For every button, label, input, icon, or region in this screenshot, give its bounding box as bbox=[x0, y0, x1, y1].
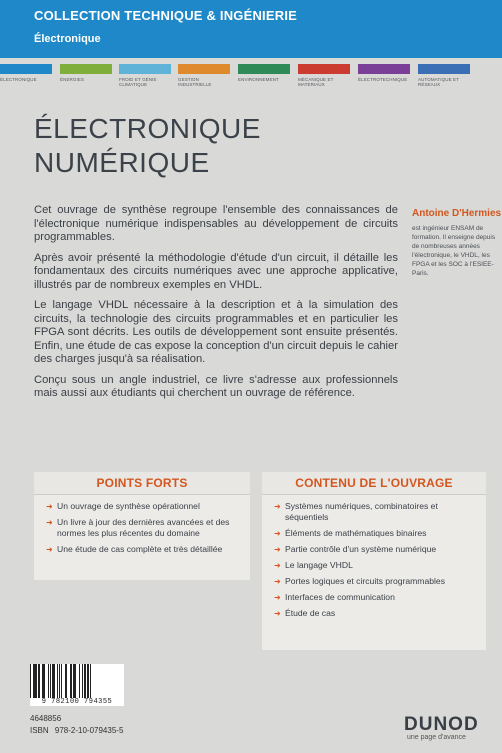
category-color-bar bbox=[238, 64, 290, 74]
points-forts-list bbox=[34, 495, 250, 555]
category-environnement bbox=[238, 64, 290, 82]
description-paragraph-4: Conçu sous un angle industriel, ce livre s'adresse aux professionnels mais aussi aux étudiants qui cherchent un ouvrage de référence. bbox=[34, 373, 398, 399]
category-color-bar bbox=[60, 64, 112, 74]
category-color-bar bbox=[358, 64, 410, 74]
category-strip bbox=[0, 64, 502, 100]
category-label: FROID ET GÉNIE CLIMATIQUE bbox=[119, 77, 157, 87]
list-item: ➜ Éléments de mathématiques binaires bbox=[274, 528, 427, 538]
author-bio: est ingénieur ENSAM de formation. Il enseigne depuis de nombreuses années l'électronique, le VHDL, les FPGA et les SOC à l'ESIEE-Paris. bbox=[412, 225, 496, 277]
category-label: ENVIRONNEMENT bbox=[238, 77, 279, 82]
category-label: ÉLECTRONIQUE bbox=[0, 77, 37, 82]
category-color-bar bbox=[119, 64, 171, 74]
category-electronique bbox=[0, 64, 52, 82]
contenu-heading: CONTENU DE L'OUVRAGE bbox=[262, 472, 486, 495]
author-name: Antoine D'Hermies bbox=[412, 208, 502, 219]
description-paragraph-1: Cet ouvrage de synthèse regroupe l'ensemble des connaissances de l'électronique numérique indispensables au développement de circuits programmables. bbox=[34, 204, 398, 243]
contenu-list bbox=[262, 495, 486, 619]
category-color-bar bbox=[418, 64, 470, 74]
barcode-digits: 9 782100 794355 bbox=[30, 698, 124, 706]
points-forts-heading: POINTS FORTS bbox=[34, 472, 250, 495]
arrow-right-icon: ➜ bbox=[274, 545, 281, 554]
category-energies bbox=[60, 64, 112, 82]
category-label: MÉCANIQUE ET MATÉRIAUX bbox=[298, 77, 334, 87]
list-item: ➜ Étude de cas bbox=[274, 608, 336, 618]
arrow-right-icon: ➜ bbox=[46, 545, 53, 554]
list-item: ➜ Le langage VHDL bbox=[274, 560, 353, 570]
category-color-bar bbox=[178, 64, 230, 74]
list-item: ➜ Portes logiques et circuits programmables bbox=[274, 576, 446, 586]
arrow-right-icon: ➜ bbox=[274, 561, 281, 570]
product-code: 4648856 bbox=[30, 714, 62, 723]
category-label: AUTOMATIQUE ET RÉSEAUX bbox=[418, 77, 459, 87]
arrow-right-icon: ➜ bbox=[46, 502, 53, 511]
barcode-icon bbox=[30, 664, 124, 698]
publisher-tagline: une page d'avance bbox=[407, 734, 466, 741]
category-color-bar bbox=[298, 64, 350, 74]
collection-header bbox=[0, 0, 502, 58]
arrow-right-icon: ➜ bbox=[274, 577, 281, 586]
category-froid bbox=[119, 64, 171, 87]
arrow-right-icon: ➜ bbox=[274, 502, 281, 511]
book-title-line2: NUMÉRIQUE bbox=[34, 147, 210, 178]
list-item: ➜ Une étude de cas complète et très détaillée bbox=[46, 544, 223, 554]
category-label: GESTION INDUSTRIELLE bbox=[178, 77, 212, 87]
book-title bbox=[34, 112, 261, 180]
list-item: ➜ Un ouvrage de synthèse opérationnel bbox=[46, 501, 200, 511]
description-paragraph-2: Après avoir présenté la méthodologie d'étude d'un circuit, il détaille les fondamentaux des circuits numériques avec une approche applicative, illustrés par de nombreux exemples en VHDL. bbox=[34, 251, 398, 291]
arrow-right-icon: ➜ bbox=[274, 593, 281, 602]
list-item: ➜ Partie contrôle d'un système numérique bbox=[274, 544, 437, 554]
collection-title: COLLECTION TECHNIQUE & INGÉNIERIE bbox=[34, 8, 298, 23]
isbn: ISBN 978-2-10-079435-5 bbox=[30, 726, 124, 735]
book-title-line1: ÉLECTRONIQUE bbox=[34, 113, 261, 144]
category-label: ÉNERGIES bbox=[60, 77, 85, 82]
description-paragraph-3: Le langage VHDL nécessaire à la description et à la simulation des circuits, la technologie des circuits programmables et en particulier les FPGA sont décrits. Les outils de développement sont ensuite présentés. Enfin, une étude de cas expose la conception d'un circuit depuis le cahier des charges jusqu'à sa réalisation. bbox=[34, 299, 398, 365]
collection-subtitle: Électronique bbox=[34, 33, 101, 45]
category-color-bar bbox=[0, 64, 52, 74]
category-mecanique bbox=[298, 64, 350, 87]
contenu-box bbox=[262, 472, 486, 650]
list-item: ➜ Systèmes numériques, combinatoires et séquentiels bbox=[274, 501, 438, 522]
publisher-logo: DUNOD bbox=[404, 714, 479, 735]
category-label: ÉLECTROTECHNIQUE bbox=[358, 77, 408, 82]
category-electrotechnique bbox=[358, 64, 410, 82]
arrow-right-icon: ➜ bbox=[46, 518, 53, 527]
arrow-right-icon: ➜ bbox=[274, 609, 281, 618]
category-gestion bbox=[178, 64, 230, 87]
list-item: ➜ Interfaces de communication bbox=[274, 592, 395, 602]
description bbox=[34, 204, 398, 408]
points-forts-box bbox=[34, 472, 250, 580]
arrow-right-icon: ➜ bbox=[274, 529, 281, 538]
category-automatique bbox=[418, 64, 470, 87]
barcode-bar bbox=[91, 664, 93, 698]
list-item: ➜ Un livre à jour des dernières avancées et des normes les plus récentes du domaine bbox=[46, 517, 230, 538]
